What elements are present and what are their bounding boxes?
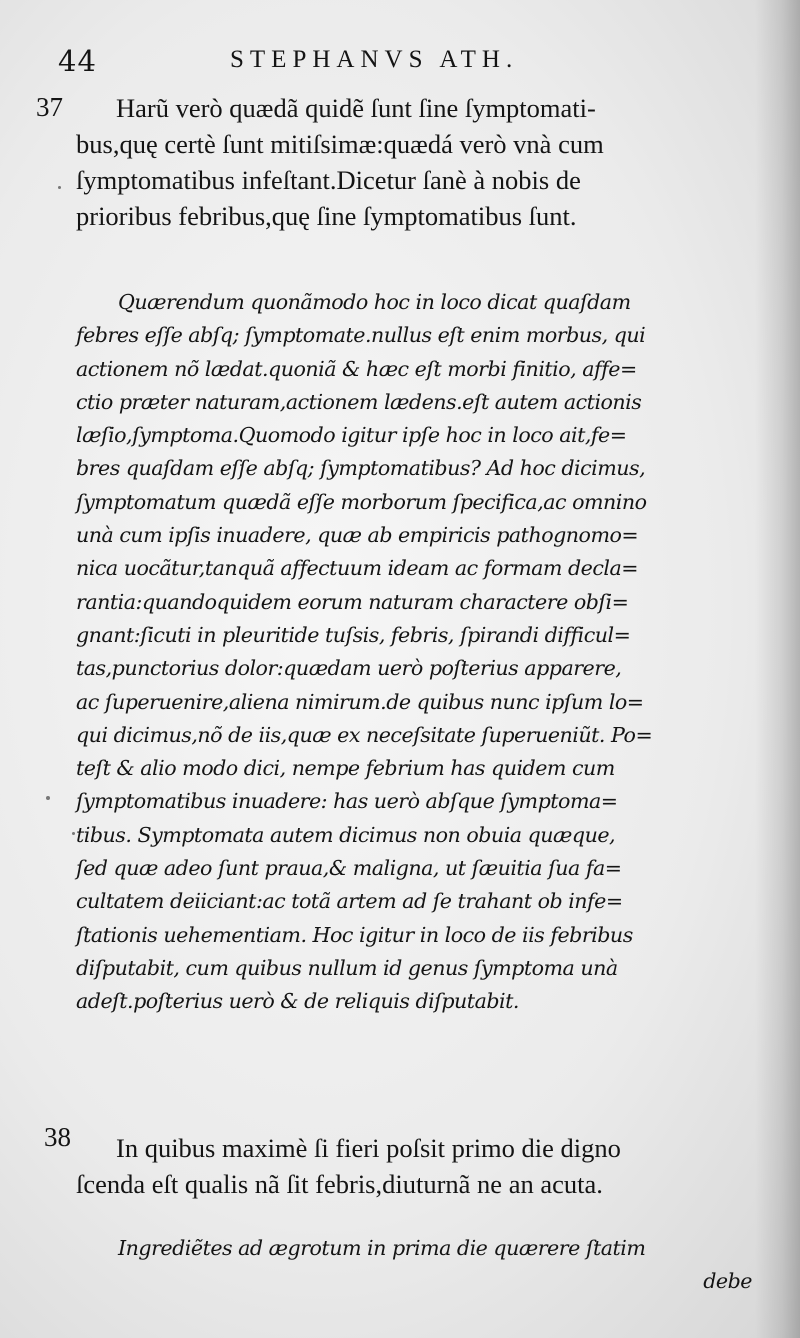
text-line: In quibus maximè ſi fieri poſsit primo die digno: [116, 1133, 621, 1163]
scan-speck: [72, 832, 75, 835]
text-line: bus,quę certè ſunt mitiſsimæ:quædá verò vnà cum: [76, 129, 604, 159]
text-line: prioribus febribus,quę ſine ſymptomatibus ſunt.: [76, 201, 577, 231]
commentary-line: adeſt.poſterius uerò & de reliquis diſputabit.: [76, 989, 519, 1014]
commentary-line: teſt & alio modo dici, nempe febrium has quidem cum: [76, 756, 615, 781]
page-number: 44: [58, 44, 97, 78]
page-header: [58, 44, 758, 84]
section-38-text: [76, 1130, 776, 1202]
commentary-line: ſed quæ adeo ſunt praua,& maligna, ut ſæuitia ſua fa=: [76, 856, 622, 881]
text-line: ſcenda eſt qualis nã ſit febris,diuturnã ne an acuta.: [76, 1169, 603, 1199]
commentary-line: læſio,ſymptoma.Quomodo igitur ipſe hoc in loco ait,fe=: [76, 423, 627, 448]
running-title: STEPHANVS ATH.: [230, 46, 519, 73]
commentary-line: ſymptomatibus inuadere: has uerò abſque ſymptoma=: [76, 789, 618, 814]
section-marker-37: 37: [36, 92, 63, 122]
commentary-line: nica uocãtur,tanquã affectuum ideam ac formam decla=: [76, 556, 638, 581]
commentary-line: ac ſuperuenire,aliena nimirum.de quibus nunc ipſum lo=: [76, 689, 644, 714]
text-line: Harũ verò quædã quidẽ ſunt ſine ſymptomati-: [116, 93, 596, 123]
commentary-line: ctio præter naturam,actionem lædens.eſt autem actionis: [76, 389, 642, 414]
commentary-line: ſtationis uehementiam. Hoc igitur in loco de iis febribus: [76, 922, 633, 947]
catchword: debe: [703, 1269, 752, 1294]
commentary-line: cultatem deiiciant:ac totã artem ad ſe trahant ob infe=: [76, 889, 623, 914]
commentary-line: tibus. Symptomata autem dicimus non obuia quæque,: [76, 822, 616, 847]
commentary-38: [76, 1232, 776, 1299]
commentary-line: Quærendum quonãmodo hoc in loco dicat quaſdam: [118, 290, 631, 314]
commentary-line: diſputabit, cum quibus nullum id genus ſymptoma unà: [76, 955, 618, 980]
commentary-line: gnant:ſicuti in pleuritide tuſsis, febris, ſpirandi difficul=: [76, 622, 631, 647]
commentary-line: ſymptomatum quædã eſſe morborum ſpecifica,ac omnino: [76, 489, 647, 514]
commentary-line: rantia:quandoquidem eorum naturam charactere obſi=: [76, 589, 629, 614]
commentary-line: actionem nõ lædat.quoniã & hæc eſt morbi finitio, affe=: [76, 356, 637, 381]
commentary-line: unà cum ipſis inuadere, quæ ab empiricis pathognomo=: [76, 523, 639, 548]
section-37-text: [76, 90, 776, 234]
commentary-line: tas,punctorius dolor:quædam uerò poſterius apparere,: [76, 656, 622, 681]
scan-speck: [58, 186, 61, 189]
commentary-37: [76, 286, 776, 1019]
scan-speck: [46, 796, 50, 800]
section-marker-38: 38: [44, 1122, 71, 1152]
text-line: ſymptomatibus infeſtant.Dicetur ſanè à nobis de: [76, 165, 581, 195]
commentary-line: bres quaſdam eſſe abſq; ſymptomatibus? Ad hoc dicimus,: [76, 456, 646, 481]
commentary-line: febres eſſe abſq; ſymptomate.nullus eſt enim morbus, qui: [76, 323, 646, 348]
commentary-line: Ingrediẽtes ad ægrotum in prima die quærere ſtatim: [118, 1236, 646, 1260]
commentary-line: qui dicimus,nõ de iis,quæ ex neceſsitate ſuperueniũt. Po=: [76, 722, 653, 747]
